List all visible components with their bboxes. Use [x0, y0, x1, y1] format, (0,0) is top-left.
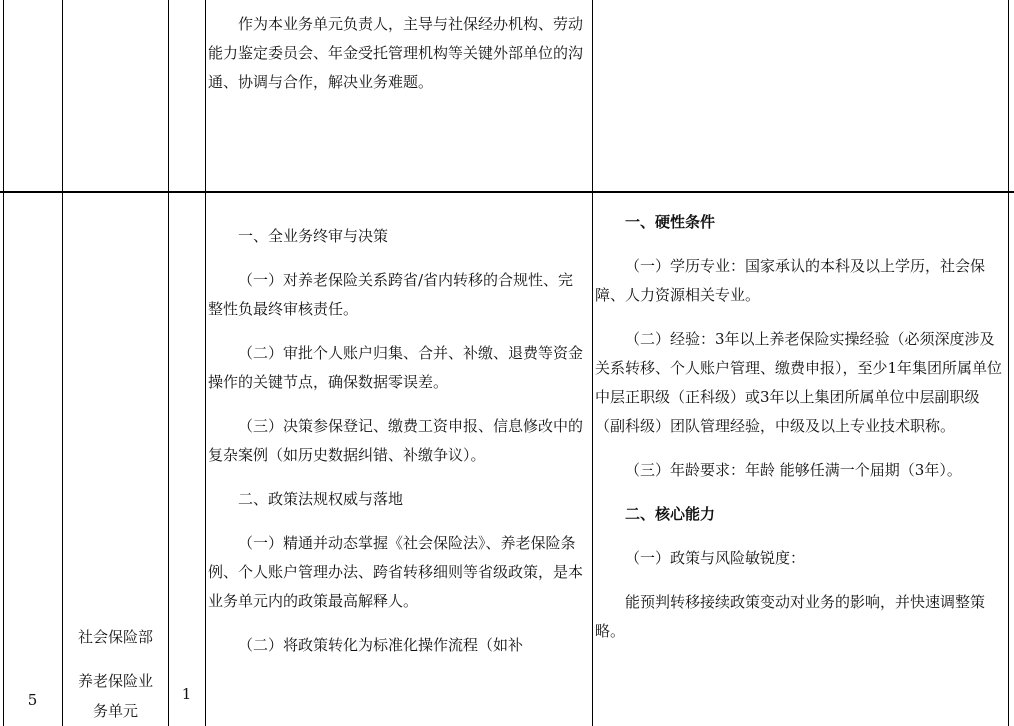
requirement-item: （一）政策与风险敏锐度： — [625, 549, 806, 567]
table-cell-index — [3, 686, 62, 715]
table-border-left — [3, 0, 4, 726]
headcount-value: 1 — [181, 685, 192, 703]
section-title: 一、硬性条件 — [625, 213, 716, 231]
table-column-divider — [592, 0, 593, 726]
requirement-item: 能预判转移接续政策变动对业务的影响，并快速调整策略。 — [595, 593, 986, 640]
duty-item: （一）精通并动态掌握《社会保险法》、养老保险条例、个人账户管理办法、跨省转移细则等省级政策，是本业务单元内的政策最高解释人。 — [208, 534, 584, 610]
section-title: 二、政策法规权威与落地 — [238, 490, 404, 508]
table-cell-headcount — [168, 680, 205, 709]
table-column-divider — [205, 0, 206, 726]
table-cell-requirements — [595, 208, 1005, 646]
duty-item: （二）审批个人账户归集、合并、补缴、退费等资金操作的关键节点，确保数据零误差。 — [208, 344, 584, 391]
row-index: 5 — [27, 691, 38, 709]
table-cell-duties-prev — [208, 10, 588, 97]
table-row-divider — [0, 191, 1014, 193]
requirement-item: （三）年龄要求：年龄 能够任满一个届期（3年）。 — [625, 461, 962, 479]
table-column-divider — [168, 0, 169, 726]
table-border-right — [1008, 0, 1009, 726]
table-cell-duties — [208, 222, 586, 660]
duty-item: （三）决策参保登记、缴费工资申报、信息修改中的复杂案例（如历史数据纠错、补缴争议）。 — [208, 417, 584, 464]
unit-name: 养老保险业务单元 — [77, 672, 153, 720]
requirement-item: （一）学历专业：国家承认的本科及以上学历，社会保障、人力资源相关专业。 — [595, 257, 986, 304]
duty-item: （一）对养老保险关系跨省/省内转移的合规性、完整性负最终审核责任。 — [208, 271, 574, 318]
requirement-item: （二）经验：3年以上养老保险实操经验（必须深度涉及关系转移、个人账户管理、缴费申报），至少1年集团所属单位中层正职级（正科级）或3年以上集团所属单位中层副职级（副科级）团队管理经验，中级及以上专业技术职称。 — [595, 330, 1003, 435]
table-column-divider — [62, 0, 63, 726]
duty-item: （二）将政策转化为标准化操作流程（如补 — [238, 636, 524, 654]
duty-paragraph: 作为本业务单元负责人，主导与社保经办机构、劳动能力鉴定委员会、年金受托管理机构等关键外部单位的沟通、协调与合作，解决业务难题。 — [208, 15, 584, 91]
section-title: 二、核心能力 — [625, 505, 716, 523]
section-title: 一、全业务终审与决策 — [238, 227, 389, 245]
table-cell-department — [64, 622, 167, 726]
department-name: 社会保险部 — [77, 628, 153, 646]
